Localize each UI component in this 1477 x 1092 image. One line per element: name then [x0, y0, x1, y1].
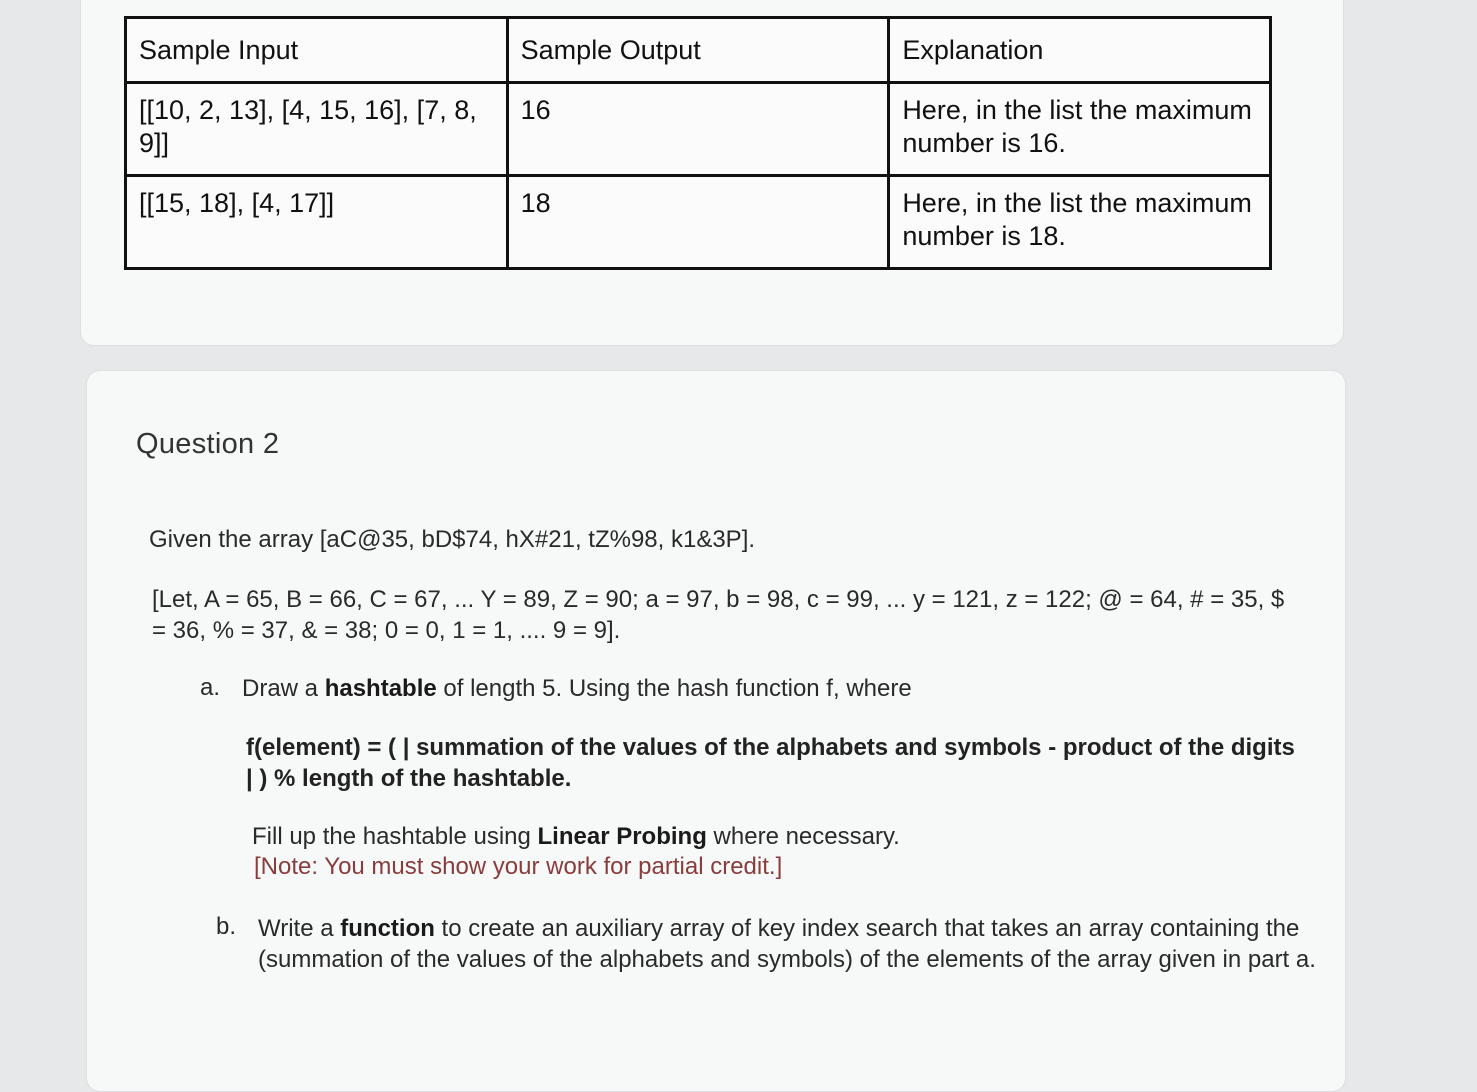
header-sample-input: Sample Input [126, 18, 508, 83]
header-explanation: Explanation [889, 18, 1271, 83]
given-array-text: Given the array [aC@35, bD$74, hX#21, tZ%98, k1&3P]. [149, 526, 756, 553]
cell-output: 16 [507, 83, 889, 176]
part-b-text-before: Write a [258, 915, 341, 942]
cell-explanation: Here, in the list the maximum number is 18. [889, 176, 1271, 269]
table-row [126, 83, 1271, 176]
part-a-label: a. [200, 674, 221, 701]
value-definitions-text: [Let, A = 65, B = 66, C = 67, ... Y = 89, Z = 90; a = 97, b = 98, c = 99, ... y = 121, z = 122; @ = 64, # = 35, $ = 36, % = 37, & = 38; 0 = 0, 1 = 1, .... 9 = 9]. [152, 586, 1285, 644]
table-header-row [126, 18, 1271, 83]
question-title: Question 2 [136, 428, 280, 460]
part-b-bold-term: function [340, 915, 435, 942]
fill-text-after: where necessary. [706, 823, 900, 850]
cell-input: [[10, 2, 13], [4, 15, 16], [7, 8, 9]] [126, 83, 508, 176]
part-b-text-after: to create an auxiliary array of key index search that takes an array containing the (summation of the values of the alphabets and symbols) of the elements of the array given in part a. [258, 915, 1316, 973]
table-row [126, 176, 1271, 269]
fill-text-before: Fill up the hashtable using [252, 823, 538, 850]
part-a-bold-term: hashtable [324, 675, 437, 702]
part-b-text [258, 913, 1318, 975]
cell-output: 18 [507, 176, 889, 269]
hash-function-formula: f(element) = ( | summation of the values of the alphabets and symbols - product of the digits | ) % length of the hashtable. [246, 734, 1295, 792]
fill-instruction [252, 821, 900, 852]
part-a-text-before: Draw a [242, 675, 325, 702]
sample-table [124, 16, 1272, 270]
fill-bold-term: Linear Probing [537, 823, 707, 850]
header-sample-output: Sample Output [507, 18, 889, 83]
part-a-text [242, 673, 912, 704]
part-a-text-after: of length 5. Using the hash function f, where [436, 675, 912, 702]
part-b-label: b. [216, 913, 237, 940]
note-text: [Note: You must show your work for partial credit.] [254, 853, 783, 880]
cell-explanation: Here, in the list the maximum number is 16. [889, 83, 1271, 176]
cell-input: [[15, 18], [4, 17]] [126, 176, 508, 269]
question-card [86, 370, 1346, 1092]
